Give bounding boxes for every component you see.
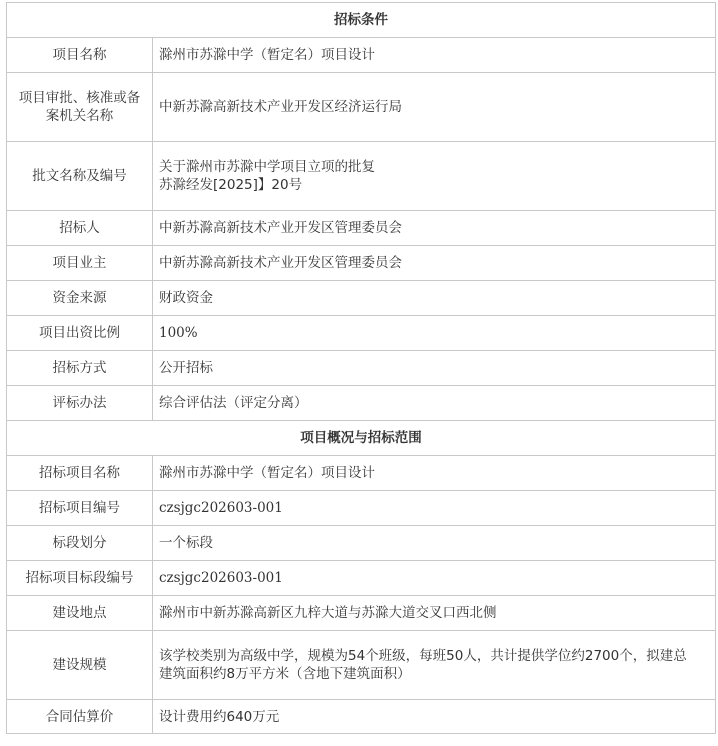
table-row <box>7 351 716 386</box>
table-row <box>7 700 716 734</box>
row-value: 100% <box>153 316 716 351</box>
row-value: 财政资金 <box>153 281 716 316</box>
row-value: czsjgc202603-001 <box>153 561 716 596</box>
row-label: 项目出资比例 <box>7 316 153 351</box>
row-label <box>7 73 153 142</box>
row-label: 评标办法 <box>7 386 153 421</box>
row-label: 招标人 <box>7 211 153 246</box>
row-label-line: 案机关名称 <box>45 108 114 124</box>
table-row <box>7 526 716 561</box>
row-value: 设计费用约640万元 <box>153 700 716 734</box>
row-label: 招标项目名称 <box>7 456 153 491</box>
table-row <box>7 246 716 281</box>
row-label: 资金来源 <box>7 281 153 316</box>
row-value-line: 建筑面积约8万平方米（含地下建筑面积） <box>159 666 411 682</box>
row-label: 招标方式 <box>7 351 153 386</box>
table-row <box>7 596 716 631</box>
table-row <box>7 73 716 142</box>
row-label: 项目名称 <box>7 38 153 73</box>
tender-info-table <box>6 2 716 734</box>
row-label: 招标项目标段编号 <box>7 561 153 596</box>
row-value: 滁州市中新苏滁高新区九梓大道与苏滁大道交叉口西北侧 <box>153 596 716 631</box>
table-row <box>7 561 716 596</box>
table-row <box>7 211 716 246</box>
row-value: 中新苏滁高新技术产业开发区管理委员会 <box>153 211 716 246</box>
table-row <box>7 142 716 211</box>
row-label-line: 项目审批、核准或备 <box>18 90 141 106</box>
row-value: 滁州市苏滁中学（暂定名）项目设计 <box>153 38 716 73</box>
row-value: 公开招标 <box>153 351 716 386</box>
row-label: 标段划分 <box>7 526 153 561</box>
table-row <box>7 456 716 491</box>
table-row <box>7 386 716 421</box>
table-row <box>7 281 716 316</box>
table-row <box>7 631 716 700</box>
row-label: 建设规模 <box>7 631 153 700</box>
table-row <box>7 491 716 526</box>
row-value <box>153 142 716 211</box>
table-row <box>7 316 716 351</box>
row-value: 中新苏滁高新技术产业开发区管理委员会 <box>153 246 716 281</box>
row-value: czsjgc202603-001 <box>153 491 716 526</box>
row-value-line: 该学校类别为高级中学，规模为54个班级，每班50人，共计提供学位约2700个，拟建总 <box>159 648 687 664</box>
section-heading-project-overview: 项目概况与招标范围 <box>7 421 716 456</box>
row-value: 一个标段 <box>153 526 716 561</box>
row-label: 批文名称及编号 <box>7 142 153 211</box>
section-heading-tender-conditions: 招标条件 <box>7 3 716 38</box>
row-value: 滁州市苏滁中学（暂定名）项目设计 <box>153 456 716 491</box>
row-value-line: 关于滁州市苏滁中学项目立项的批复 <box>159 159 375 175</box>
row-value <box>153 631 716 700</box>
table-row <box>7 38 716 73</box>
row-label: 合同估算价 <box>7 700 153 734</box>
row-label: 项目业主 <box>7 246 153 281</box>
row-value-line: 苏滁经发[2025]】20号 <box>159 177 303 193</box>
row-value: 综合评估法（评定分离） <box>153 386 716 421</box>
row-label: 招标项目编号 <box>7 491 153 526</box>
row-label: 建设地点 <box>7 596 153 631</box>
row-value: 中新苏滁高新技术产业开发区经济运行局 <box>153 73 716 142</box>
